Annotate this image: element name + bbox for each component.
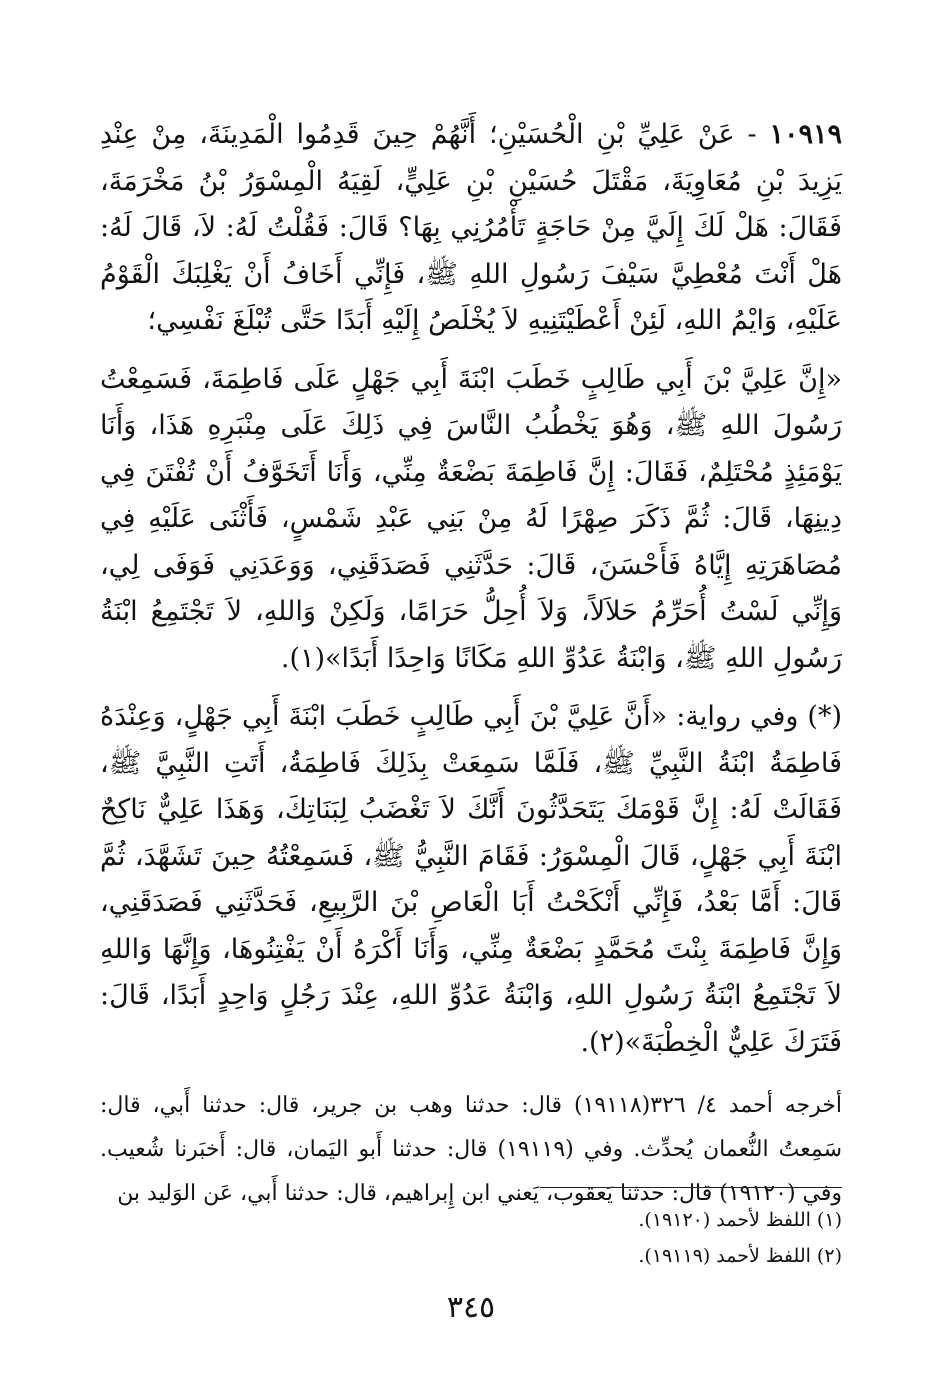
footnote-item: (١) اللفظ لأحمد (١٩١٢٠). <box>638 1209 842 1231</box>
footnotes <box>100 1202 842 1274</box>
footnote-item: (٢) اللفظ لأحمد (١٩١١٩). <box>638 1245 842 1267</box>
hadith-text: - عَنْ عَلِيِّ بْنِ الْحُسَيْنِ؛ أَنَّهُمْ حِينَ قَدِمُوا الْمَدِينَةَ، مِنْ عِنْدِ يَزِيدَ بْنِ مُعَاوِيَةَ، مَقْتَلَ حُسَيْنِ بْنِ عَلِيٍّ، لَقِيَهُ الْمِسْوَرُ بْنُ مَخْرَمَةَ، فَقَالَ: هَلْ لَكَ إِلَيَّ مِنْ حَاجَةٍ تَأْمُرُنِي بِهَا؟ قَالَ: فَقُلْتُ لَهُ: لاَ، قَالَ لَهُ: هَلْ أَنْتَ مُعْطِيَّ سَيْفَ رَسُولِ اللهِ ﷺ، فَإِنِّي أَخَافُ أَنْ يَغْلِبَكَ الْقَوْمُ عَلَيْهِ، وَايْمُ اللهِ، لَئِنْ أَعْطَيْتَنِيهِ لاَ يُخْلَصُ إِلَيْهِ أَبَدًا حَتَّى تُبْلَغَ نَفْسِي؛ <box>100 119 842 336</box>
hadith-variant-paragraph: (*) وفي رواية: «أَنَّ عَلِيَّ بْنَ أَبِي طَالِبٍ خَطَبَ ابْنَةَ أَبِي جَهْلٍ، وَعِنْدَهُ فَاطِمَةُ ابْنَةُ النَّبِيِّ ﷺ، فَلَمَّا سَمِعَتْ بِذَلِكَ فَاطِمَةُ، أَتَتِ النَّبِيَّ ﷺ، فَقَالَتْ لَهُ: إِنَّ قَوْمَكَ يَتَحَدَّثُونَ أَنَّكَ لاَ تَغْضَبُ لِبَنَاتِكَ، وَهَذَا عَلِيٌّ نَاكِحٌ ابْنَةَ أَبِي جَهْلٍ، قَالَ الْمِسْوَرُ: فَقَامَ النَّبِيُّ ﷺ، فَسَمِعْتُهُ حِينَ تَشَهَّدَ، ثُمَّ قَالَ: أَمَّا بَعْدُ، فَإِنِّي أَنْكَحْتُ أَبَا الْعَاصِ بْنَ الرَّبِيعِ، فَحَدَّثَنِي فَصَدَقَنِي، وَإِنَّ فَاطِمَةَ بِنْتَ مُحَمَّدٍ بَضْعَةٌ مِنِّي، وَأَنَا أَكْرَهُ أَنْ يَفْتِنُوهَا، وَإِنَّهَا وَاللهِ لاَ تَجْتَمِعُ ابْنَةُ رَسُولِ اللهِ، وَابْنَةُ عَدُوِّ اللهِ، عِنْدَ رَجُلٍ وَاحِدٍ أَبَدًا، قَالَ: فَتَرَكَ عَلِيٌّ الْخِطْبَةَ»(٢). <box>100 701 842 1058</box>
sources-paragraph: أخرجه أحمد ٤/ ٣٢٦(١٩١١٨) قال: حدثنا وهب بن جرير، قال: حدثنا أَبي، قال: سَمِعتُ النُّعمان يُحدِّث. وفي (١٩١١٩) قال: حدثنا أَبو اليَمان، قال: أَخبَرنا شُعيب. وفي (١٩١٢٠) قال: حدثنا يَعقوب، يَعني ابن إِبراهيم، قال: حدثنا أَبي، عَن الوَليد بن <box>100 1093 843 1206</box>
hadith-number: ١٠٩١٩ <box>769 119 842 150</box>
hadith-paragraph <box>100 112 842 345</box>
page-number: ٣٤٥ <box>446 1290 496 1325</box>
footnote-divider <box>540 1187 842 1188</box>
hadith-quote-paragraph: «إِنَّ عَلِيَّ بْنَ أَبِي طَالِبٍ خَطَبَ ابْنَةَ أَبِي جَهْلٍ عَلَى فَاطِمَةَ، فَسَمِعْتُ رَسُولَ اللهِ ﷺ، وَهُوَ يَخْطُبُ النَّاسَ فِي ذَلِكَ عَلَى مِنْبَرِهِ هَذَا، وَأَنَا يَوْمَئِذٍ مُحْتَلِمٌ، فَقَالَ: إِنَّ فَاطِمَةَ بَضْعَةٌ مِنِّي، وَأَنَا أَتَخَوَّفُ أَنْ تُفْتَنَ فِي دِينِهَا، قَالَ: ثُمَّ ذَكَرَ صِهْرًا لَهُ مِنْ بَنِي عَبْدِ شَمْسٍ، فَأَثْنَى عَلَيْهِ فِي مُصَاهَرَتِهِ إِيَّاهُ فَأَحْسَنَ، قَالَ: حَدَّثَنِي فَصَدَقَنِي، وَوَعَدَنِي فَوَفَى لِي، وَإِنِّي لَسْتُ أُحَرِّمُ حَلاَلاً، وَلاَ أُحِلُّ حَرَامًا، وَلَكِنْ وَاللهِ، لاَ تَجْتَمِعُ ابْنَةُ رَسُولِ اللهِ ﷺ، وَابْنَةُ عَدُوِّ اللهِ مَكَانًا وَاحِدًا أَبَدًا»(١). <box>100 363 842 674</box>
